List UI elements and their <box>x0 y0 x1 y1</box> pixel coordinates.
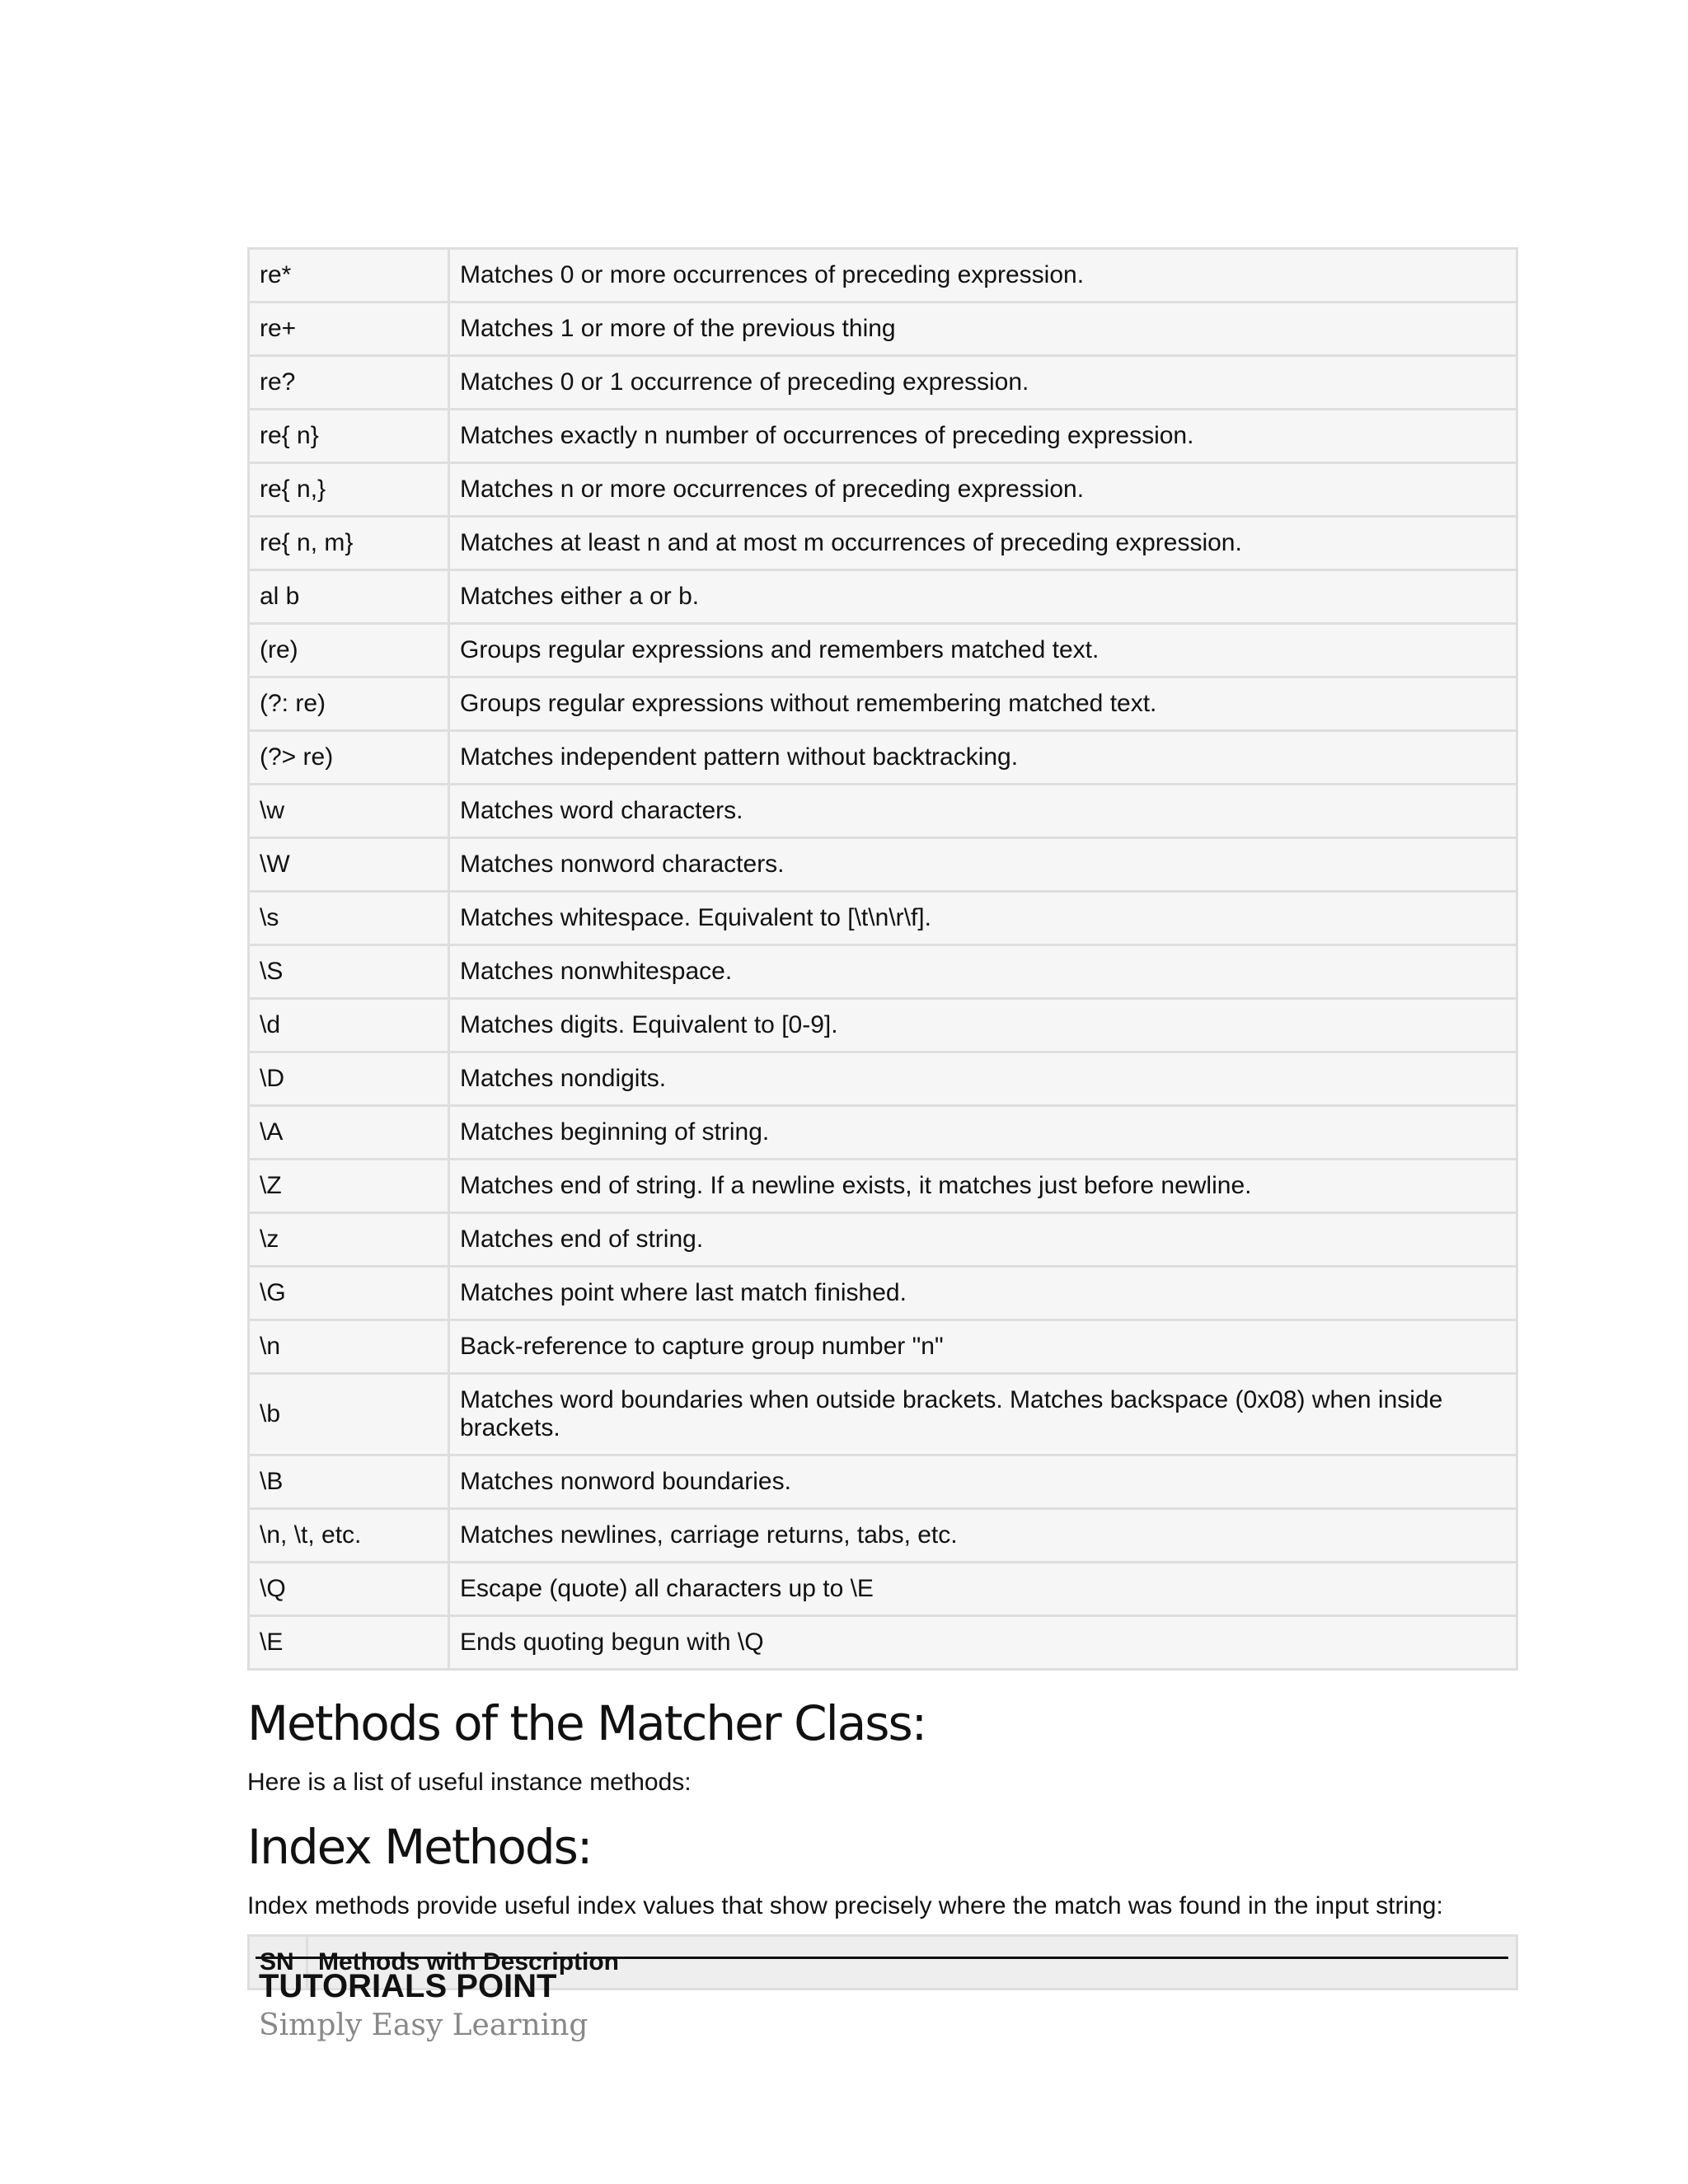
table-row <box>249 1320 1517 1374</box>
regex-description-cell: Matches nonword boundaries. <box>449 1455 1517 1509</box>
footer-divider <box>256 1957 1508 1959</box>
regex-description-cell: Matches 1 or more of the previous thing <box>449 302 1517 356</box>
table-row <box>249 1455 1517 1509</box>
regex-description-cell: Matches newlines, carriage returns, tabs, etc. <box>449 1509 1517 1563</box>
footer-tagline: Simply Easy Learning <box>259 2008 588 2042</box>
regex-pattern-cell: \n <box>249 1320 449 1374</box>
regex-description-cell: Matches whitespace. Equivalent to [\t\n\r\f]. <box>449 892 1517 945</box>
table-row <box>249 999 1517 1052</box>
regex-pattern-cell: re* <box>249 249 449 302</box>
regex-description-cell: Matches 0 or more occurrences of preceding expression. <box>449 249 1517 302</box>
table-row <box>249 1160 1517 1213</box>
table-row <box>249 892 1517 945</box>
index-methods-intro: Index methods provide useful index values that show precisely where the match was found in the input string: <box>247 1892 1443 1919</box>
regex-table-body <box>249 249 1517 1670</box>
table-row <box>249 945 1517 999</box>
header-sn: SN <box>249 1936 307 1990</box>
table-row <box>249 1616 1517 1670</box>
table-row <box>249 677 1517 731</box>
regex-description-cell: Groups regular expressions and remembers matched text. <box>449 624 1517 677</box>
matcher-class-heading: Methods of the Matcher Class: <box>247 1695 926 1751</box>
regex-pattern-cell: \D <box>249 1052 449 1106</box>
regex-pattern-cell: re{ n,} <box>249 463 449 517</box>
regex-description-cell: Matches nondigits. <box>449 1052 1517 1106</box>
regex-description-cell: Matches n or more occurrences of preceding expression. <box>449 463 1517 517</box>
regex-description-cell: Matches beginning of string. <box>449 1106 1517 1160</box>
index-methods-heading: Index Methods: <box>247 1819 592 1875</box>
table-row <box>249 410 1517 463</box>
regex-description-cell: Matches digits. Equivalent to [0-9]. <box>449 999 1517 1052</box>
regex-description-cell: Matches end of string. <box>449 1213 1517 1267</box>
regex-pattern-cell: \s <box>249 892 449 945</box>
regex-pattern-cell: (re) <box>249 624 449 677</box>
regex-syntax-table <box>247 247 1518 1671</box>
regex-description-cell: Matches nonword characters. <box>449 838 1517 892</box>
regex-description-cell: Back-reference to capture group number "n" <box>449 1320 1517 1374</box>
regex-pattern-cell: \Z <box>249 1160 449 1213</box>
table-row <box>249 1509 1517 1563</box>
table-row <box>249 356 1517 410</box>
regex-pattern-cell: \b <box>249 1374 449 1455</box>
regex-description-cell: Escape (quote) all characters up to \E <box>449 1563 1517 1616</box>
regex-description-cell: Matches either a or b. <box>449 570 1517 624</box>
table-row <box>249 1267 1517 1320</box>
regex-description-cell: Matches word characters. <box>449 785 1517 838</box>
matcher-class-intro: Here is a list of useful instance methods: <box>247 1769 692 1796</box>
regex-pattern-cell: re{ n, m} <box>249 517 449 570</box>
regex-description-cell: Ends quoting begun with \Q <box>449 1616 1517 1670</box>
regex-description-cell: Matches exactly n number of occurrences of preceding expression. <box>449 410 1517 463</box>
regex-pattern-cell: re{ n} <box>249 410 449 463</box>
table-row <box>249 302 1517 356</box>
table-row <box>249 249 1517 302</box>
regex-pattern-cell: \n, \t, etc. <box>249 1509 449 1563</box>
regex-pattern-cell: \S <box>249 945 449 999</box>
regex-pattern-cell: \d <box>249 999 449 1052</box>
regex-pattern-cell: al b <box>249 570 449 624</box>
table-row <box>249 1563 1517 1616</box>
footer-brand: TUTORIALS POINT <box>259 1968 557 2004</box>
regex-pattern-cell: \A <box>249 1106 449 1160</box>
regex-pattern-cell: re? <box>249 356 449 410</box>
table-row <box>249 1374 1517 1455</box>
regex-pattern-cell: re+ <box>249 302 449 356</box>
regex-pattern-cell: (?> re) <box>249 731 449 785</box>
regex-description-cell: Matches nonwhitespace. <box>449 945 1517 999</box>
regex-description-cell: Matches independent pattern without backtracking. <box>449 731 1517 785</box>
table-row <box>249 1213 1517 1267</box>
table-row <box>249 1052 1517 1106</box>
table-row <box>249 785 1517 838</box>
regex-pattern-cell: (?: re) <box>249 677 449 731</box>
table-row <box>249 463 1517 517</box>
document-page <box>247 247 1518 1990</box>
regex-pattern-cell: \w <box>249 785 449 838</box>
header-methods-description: Methods with Description <box>307 1936 1517 1990</box>
regex-description-cell: Groups regular expressions without remembering matched text. <box>449 677 1517 731</box>
regex-description-cell: Matches at least n and at most m occurrences of preceding expression. <box>449 517 1517 570</box>
regex-pattern-cell: \Q <box>249 1563 449 1616</box>
regex-pattern-cell: \G <box>249 1267 449 1320</box>
regex-description-cell: Matches end of string. If a newline exists, it matches just before newline. <box>449 1160 1517 1213</box>
regex-pattern-cell: \W <box>249 838 449 892</box>
table-row <box>249 624 1517 677</box>
table-row <box>249 1106 1517 1160</box>
table-row <box>249 570 1517 624</box>
regex-pattern-cell: \B <box>249 1455 449 1509</box>
regex-description-cell: Matches point where last match finished. <box>449 1267 1517 1320</box>
regex-pattern-cell: \E <box>249 1616 449 1670</box>
page-footer <box>256 1957 1508 2043</box>
table-row <box>249 731 1517 785</box>
table-row <box>249 838 1517 892</box>
regex-description-cell: Matches word boundaries when outside brackets. Matches backspace (0x08) when inside brackets. <box>449 1374 1517 1455</box>
regex-description-cell: Matches 0 or 1 occurrence of preceding expression. <box>449 356 1517 410</box>
regex-pattern-cell: \z <box>249 1213 449 1267</box>
table-row <box>249 517 1517 570</box>
